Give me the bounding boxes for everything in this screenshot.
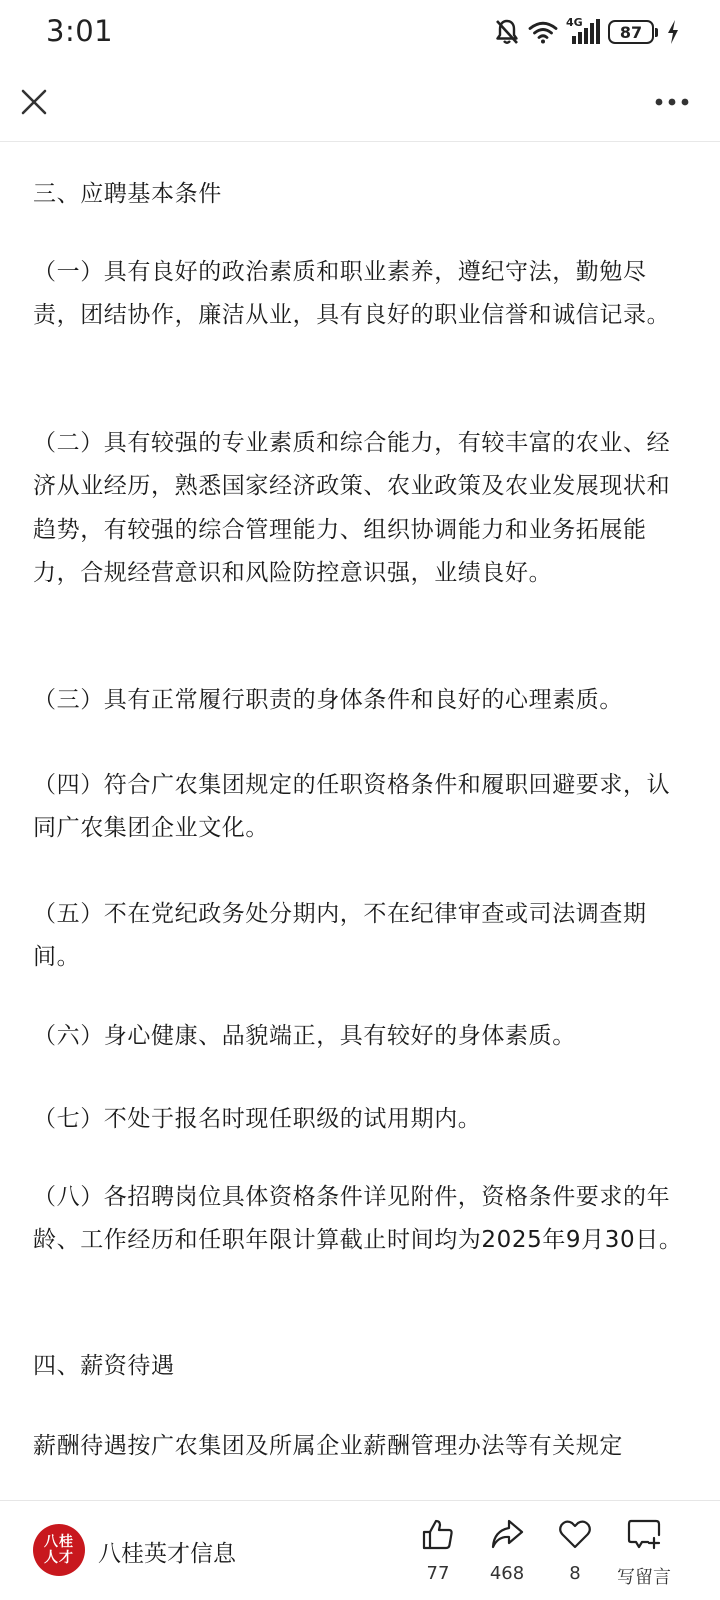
article-paragraph: （一）具有良好的政治素质和职业素养，遵纪守法，勤勉尽责，团结协作，廉洁从业，具有良好的职业信誉和诚信记录。	[33, 259, 671, 329]
write-comment-label: 写留言	[617, 1567, 671, 1588]
more-icon	[655, 98, 689, 106]
account-name[interactable]: 八桂英才信息	[98, 1541, 236, 1567]
battery-level: 87	[608, 20, 654, 44]
status-icons	[494, 16, 680, 48]
comment-add-icon	[626, 1515, 662, 1553]
status-time: 3:01	[46, 14, 114, 48]
article-paragraph: 薪酬待遇按广农集团及所属企业薪酬管理办法等有关规定	[33, 1433, 623, 1459]
avatar-text-top: 八桂	[44, 1534, 74, 1550]
heart-icon	[558, 1515, 592, 1553]
avatar[interactable]	[33, 1524, 85, 1576]
article-paragraph: （四）符合广农集团规定的任职资格条件和履职回避要求，认同广农集团企业文化。	[33, 772, 671, 842]
battery-icon	[608, 20, 658, 44]
avatar-text-bottom: 人才	[44, 1550, 74, 1566]
share-count: 468	[489, 1563, 525, 1584]
article-paragraph: （三）具有正常履行职责的身体条件和良好的心理素质。	[33, 687, 623, 713]
favorite-button[interactable]	[535, 1515, 615, 1584]
more-button[interactable]	[650, 84, 694, 120]
wifi-icon	[528, 20, 558, 44]
like-button[interactable]	[398, 1515, 478, 1584]
close-icon	[20, 88, 48, 116]
article-heading: 三、应聘基本条件	[33, 181, 222, 207]
like-count: 77	[426, 1563, 450, 1584]
charging-icon	[666, 19, 680, 45]
status-bar	[0, 0, 720, 64]
top-bar	[0, 64, 720, 142]
article-body[interactable]	[0, 142, 720, 1500]
signal-icon	[566, 18, 600, 46]
article-paragraph: （六）身心健康、品貌端正，具有较好的身体素质。	[33, 1023, 576, 1049]
thumbs-up-icon	[421, 1515, 455, 1553]
mute-bell-icon	[494, 18, 520, 46]
network-type: 4G	[566, 16, 583, 29]
bottom-bar	[0, 1500, 720, 1600]
favorite-count: 8	[569, 1563, 581, 1584]
article-paragraph: （五）不在党纪政务处分期内，不在纪律审查或司法调查期间。	[33, 901, 647, 971]
article-paragraph: （二）具有较强的专业素质和综合能力，有较丰富的农业、经济从业经历，熟悉国家经济政策、农业政策及农业发展现状和趋势，有较强的综合管理能力、组织协调能力和业务拓展能力，合规经营意识和风险防控意识强，业绩良好。	[33, 430, 671, 586]
article-paragraph: （七）不处于报名时现任职级的试用期内。	[33, 1106, 482, 1132]
write-comment-button[interactable]	[604, 1515, 684, 1589]
article-heading: 四、薪资待遇	[33, 1353, 175, 1379]
share-arrow-icon	[490, 1515, 524, 1553]
close-button[interactable]	[16, 84, 52, 120]
article-paragraph: （八）各招聘岗位具体资格条件详见附件，资格条件要求的年龄、工作经历和任职年限计算截止时间均为2025年9月30日。	[33, 1184, 683, 1254]
